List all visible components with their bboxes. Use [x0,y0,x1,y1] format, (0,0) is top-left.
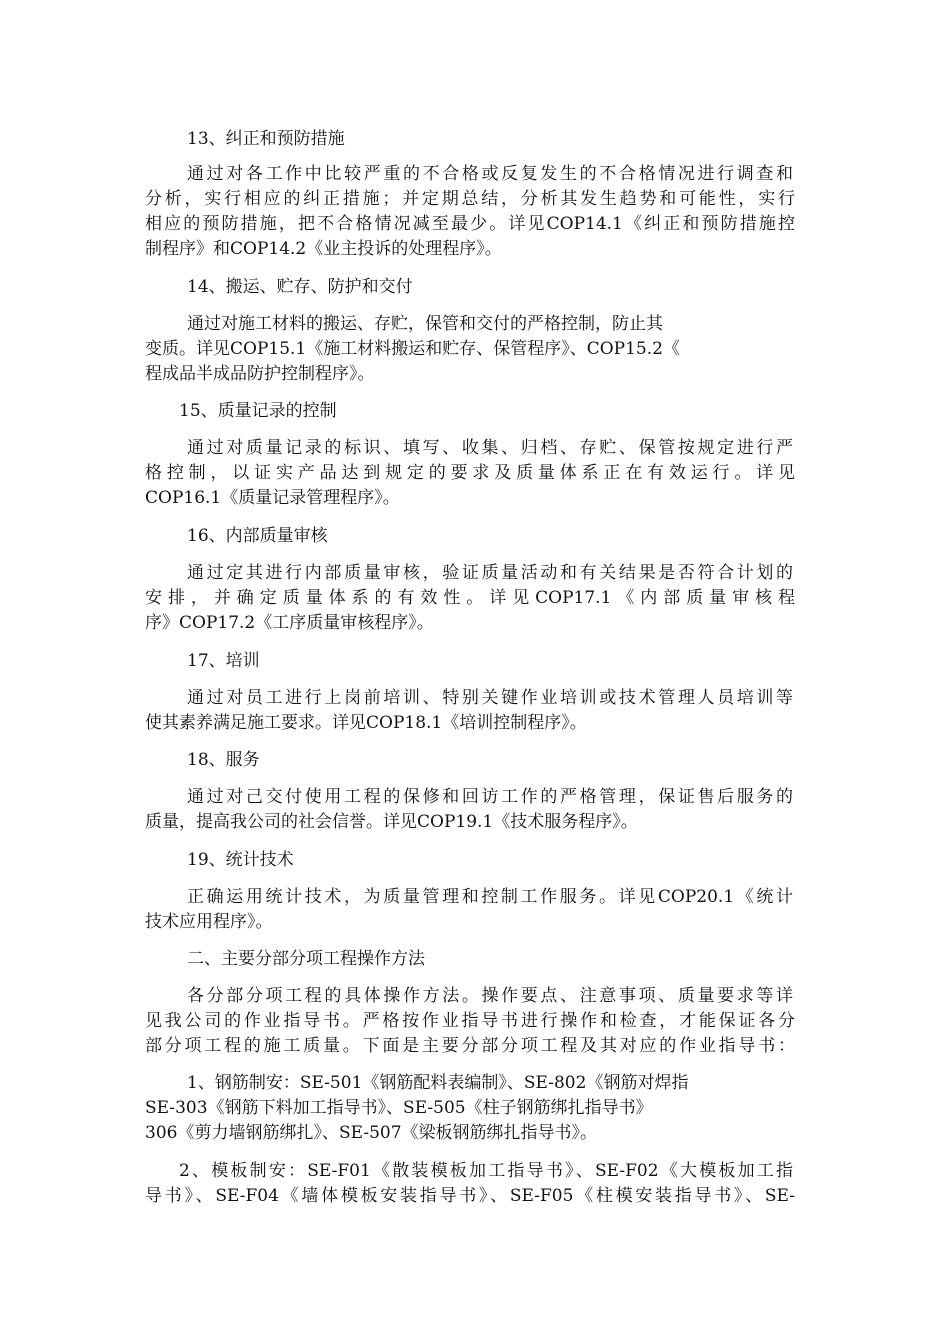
paragraph-line: 安排，并确定质量体系的有效性。详见COP17.1《内部质量审核程 [145,588,795,608]
paragraph-line: 通过对各工作中比较严重的不合格或反复发生的不合格情况进行调查和 [187,164,793,184]
paragraph-line: 见我公司的作业指导书。严格按作业指导书进行操作和检查，才能保证各分 [145,1011,795,1031]
paragraph-line: 使其素养满足施工要求。详见COP18.1《培训控制程序》。 [145,713,587,733]
paragraph-line: 通过对质量记录的标识、填写、收集、归档、存贮、保管按规定进行严 [187,438,793,458]
heading-16: 16、内部质量审核 [187,526,328,546]
paragraph-line: 相应的预防措施，把不合格情况减至最少。详见COP14.1《纠正和预防措施控 [145,214,795,234]
list-item-formwork-cont: 导书》、SE-F04《墙体模板安装指导书》、SE-F05《柱模安装指导书》、SE- [145,1186,795,1206]
paragraph-line: 制程序》和COP14.2《业主投诉的处理程序》。 [145,239,502,259]
paragraph-line: 分析，实行相应的纠正措施；并定期总结，分析其发生趋势和可能性，实行 [145,189,795,209]
paragraph-line: 正确运用统计技术，为质量管理和控制工作服务。详见COP20.1《统计 [187,887,793,907]
paragraph-line: 通过定其进行内部质量审核，验证质量活动和有关结果是否符合计划的 [187,563,793,583]
heading-18: 18、服务 [187,750,260,770]
list-item-rebar: 1、钢筋制安：SE-501《钢筋配料表编制》、SE-802《钢筋对焊指 [187,1073,689,1093]
list-item-formwork: 2、模板制安：SE-F01《散装模板加工指导书》、SE-F02《大模板加工指 [179,1161,793,1181]
paragraph-line: 技术应用程序》。 [145,912,273,932]
heading-17: 17、培训 [187,651,260,671]
paragraph-line: 质量，提高我公司的社会信誉。详见COP19.1《技术服务程序》。 [145,812,638,832]
section-heading-2: 二、主要分部分项工程操作方法 [187,949,425,969]
list-item-rebar-cont: 306《剪力墙钢筋绑扎》、SE-507《梁板钢筋绑扎指导书》。 [145,1123,598,1143]
list-item-rebar-cont: SE-303《钢筋下料加工指导书》、SE-505《柱子钢筋绑扎指导书》 [145,1098,653,1118]
paragraph-line: 通过对员工进行上岗前培训、特别关键作业培训或技术管理人员培训等 [187,688,793,708]
heading-19: 19、统计技术 [187,850,294,870]
paragraph-line: 各分部分项工程的具体操作方法。操作要点、注意事项、质量要求等详 [187,986,793,1006]
paragraph-line: 序》COP17.2《工序质量审核程序》。 [145,613,434,633]
heading-15: 15、质量记录的控制 [179,401,337,421]
heading-13: 13、纠正和预防措施 [187,129,345,149]
paragraph-line: 变质。详见COP15.1《施工材料搬运和贮存、保管程序》、COP15.2《 [145,339,680,359]
paragraph-line: 通过对施工材料的搬运、存贮，保管和交付的严格控制，防止其 [187,314,663,334]
heading-14: 14、搬运、贮存、防护和交付 [187,277,413,297]
paragraph-line: 部分项工程的施工质量。下面是主要分部分项工程及其对应的作业指导书： [145,1036,795,1056]
paragraph-line: 程成品半成品防护控制程序》。 [145,364,375,384]
paragraph-line: COP16.1《质量记录管理程序》。 [145,488,400,508]
paragraph-line: 格控制，以证实产品达到规定的要求及质量体系正在有效运行。详见 [145,463,795,483]
paragraph-line: 通过对己交付使用工程的保修和回访工作的严格管理，保证售后服务的 [187,787,793,807]
